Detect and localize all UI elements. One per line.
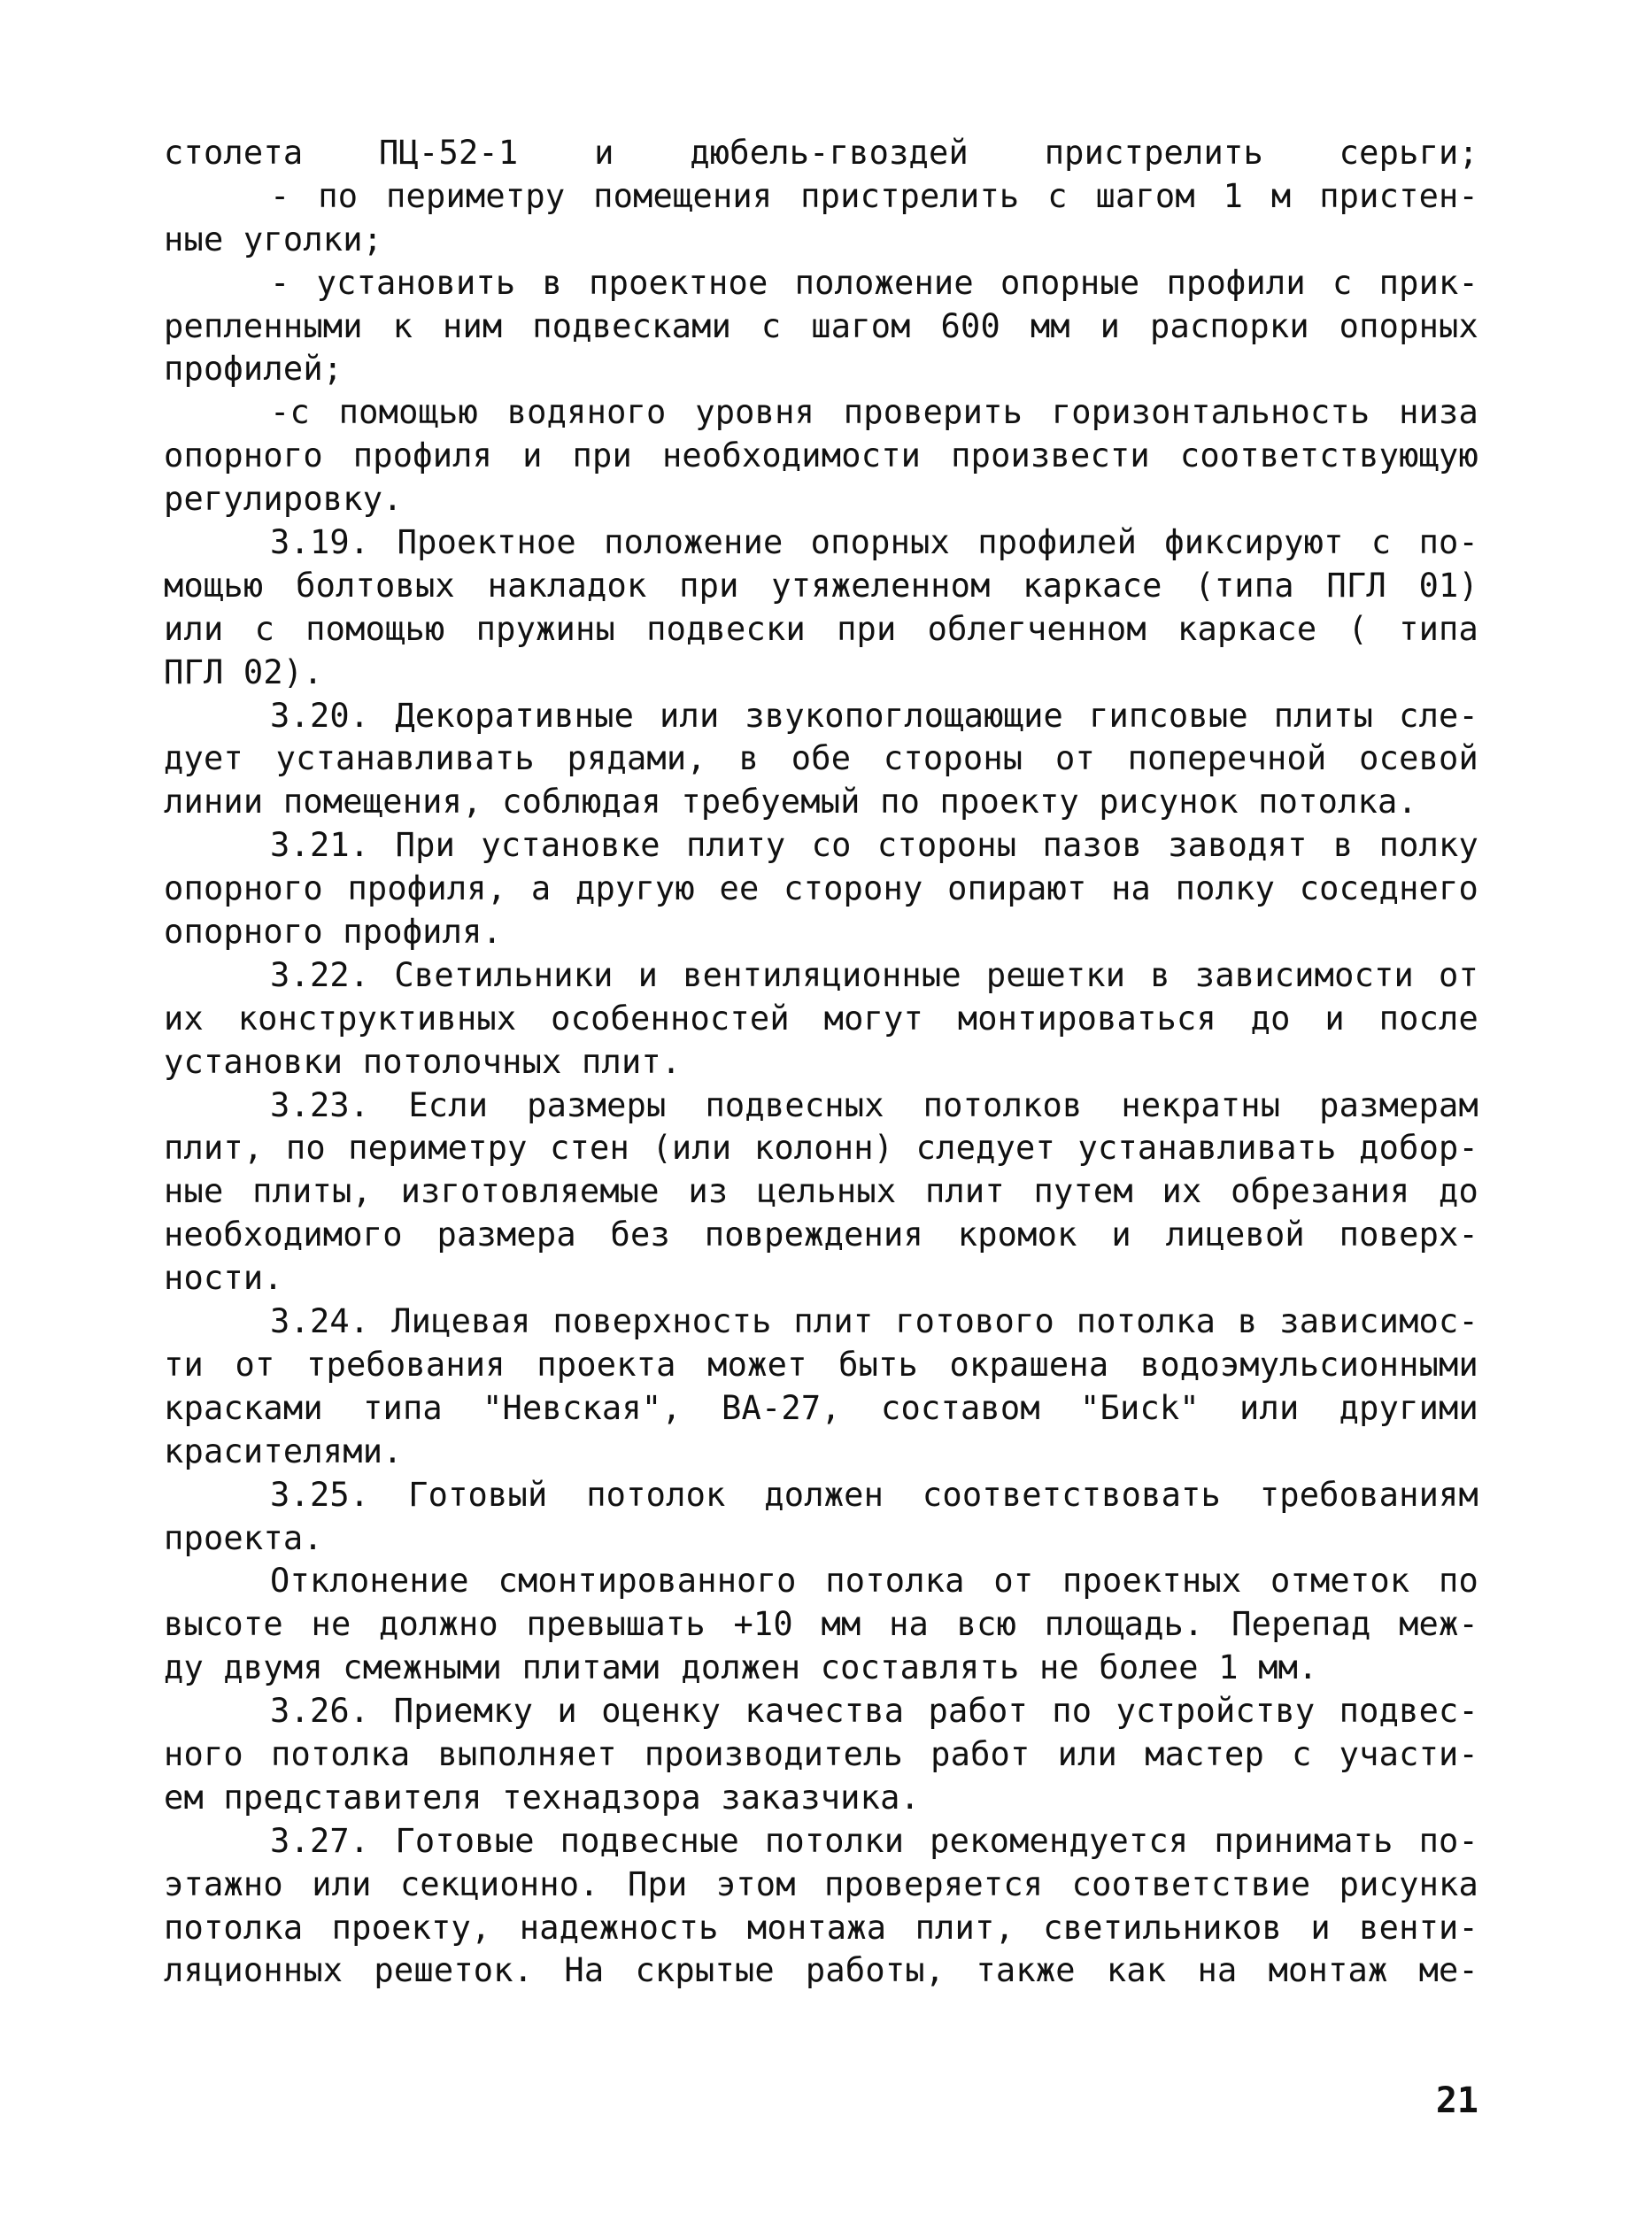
text-line: ляционных решеток. На скрытые работы, также как на монтаж ме-: [164, 1951, 1478, 1990]
text-line: 3.26. Приемку и оценку качества работ по устройству подвес-: [270, 1692, 1478, 1731]
text-line: линии помещения, соблюдая требуемый по проекту рисунок потолка.: [164, 783, 1417, 822]
text-line: -с помощью водяного уровня проверить горизонтальность низа: [270, 393, 1478, 432]
text-line: столета ПЦ-52-1 и дюбель-гвоздей пристрелить серьги;: [164, 134, 1478, 172]
text-line: ности.: [164, 1259, 283, 1298]
text-line: их конструктивных особенностей могут монтироваться до и после: [164, 999, 1478, 1038]
text-line: высоте не должно превышать +10 мм на всю площадь. Перепад меж-: [164, 1605, 1478, 1644]
text-line: ду двумя смежными плитами должен составлять не более 1 мм.: [164, 1648, 1318, 1687]
text-line: 3.25. Готовый потолок должен соответствовать требованиям: [270, 1475, 1478, 1514]
text-line: потолка проекту, надежность монтажа плит, светильников и венти-: [164, 1908, 1478, 1947]
text-line: проекта.: [164, 1518, 323, 1557]
text-line: опорного профиля.: [164, 913, 503, 952]
text-line: ного потолка выполняет производитель работ или мастер с участи-: [164, 1734, 1478, 1773]
text-line: - установить в проектное положение опорные профили с прик-: [270, 263, 1478, 302]
text-line: 3.21. При установке плиту со стороны пазов заводят в полку: [270, 826, 1478, 865]
text-line: 3.22. Светильники и вентиляционные решетки в зависимости от: [270, 955, 1478, 994]
text-line: ные уголки;: [164, 220, 383, 259]
text-line: 3.19. Проектное положение опорных профилей фиксируют с по-: [270, 523, 1478, 562]
text-line: красителями.: [164, 1432, 403, 1470]
text-line: ем представителя технадзора заказчика.: [164, 1778, 921, 1817]
text-line: Отклонение смонтированного потолка от проектных отметок по: [270, 1562, 1478, 1601]
text-line: ти от требования проекта может быть окрашена водоэмульсионными: [164, 1345, 1478, 1384]
text-line: плит, по периметру стен (или колонн) следует устанавливать добор-: [164, 1129, 1478, 1168]
text-line: ные плиты, изготовляемые из цельных плит путем их обрезания до: [164, 1172, 1478, 1211]
text-line: опорного профиля, а другую ее сторону опирают на полку соседнего: [164, 869, 1478, 908]
text-line: опорного профиля и при необходимости произвести соответствующую: [164, 436, 1478, 475]
text-line: 3.23. Если размеры подвесных потолков некратны размерам: [270, 1085, 1478, 1124]
text-line: или с помощью пружины подвески при облегченном каркасе ( типа: [164, 609, 1478, 648]
text-line: необходимого размера без повреждения кромок и лицевой поверх-: [164, 1215, 1478, 1254]
text-line: ПГЛ 02).: [164, 652, 323, 691]
text-line: 3.20. Декоративные или звукопоглощающие гипсовые плиты сле-: [270, 696, 1478, 735]
text-line: репленными к ним подвесками с шагом 600 мм и распорки опорных: [164, 306, 1478, 345]
text-line: профилей;: [164, 350, 344, 389]
body-text: [164, 132, 1478, 1993]
text-line: - по периметру помещения пристрелить с шагом 1 м пристен-: [270, 176, 1478, 215]
page-number: 21: [1435, 2080, 1478, 2121]
text-line: 3.27. Готовые подвесные потолки рекомендуется принимать по-: [270, 1821, 1478, 1860]
text-line: красками типа "Невская", ВА-27, составом "Бисk" или другими: [164, 1388, 1478, 1427]
text-line: регулировку.: [164, 480, 403, 519]
text-line: этажно или секционно. При этом проверяется соответствие рисунка: [164, 1864, 1478, 1903]
text-line: установки потолочных плит.: [164, 1042, 682, 1081]
text-line: мощью болтовых накладок при утяжеленном каркасе (типа ПГЛ 01): [164, 566, 1478, 605]
text-line: 3.24. Лицевая поверхность плит готового потолка в зависимос-: [270, 1302, 1478, 1341]
text-line: дует устанавливать рядами, в обе стороны от поперечной осевой: [164, 739, 1478, 778]
